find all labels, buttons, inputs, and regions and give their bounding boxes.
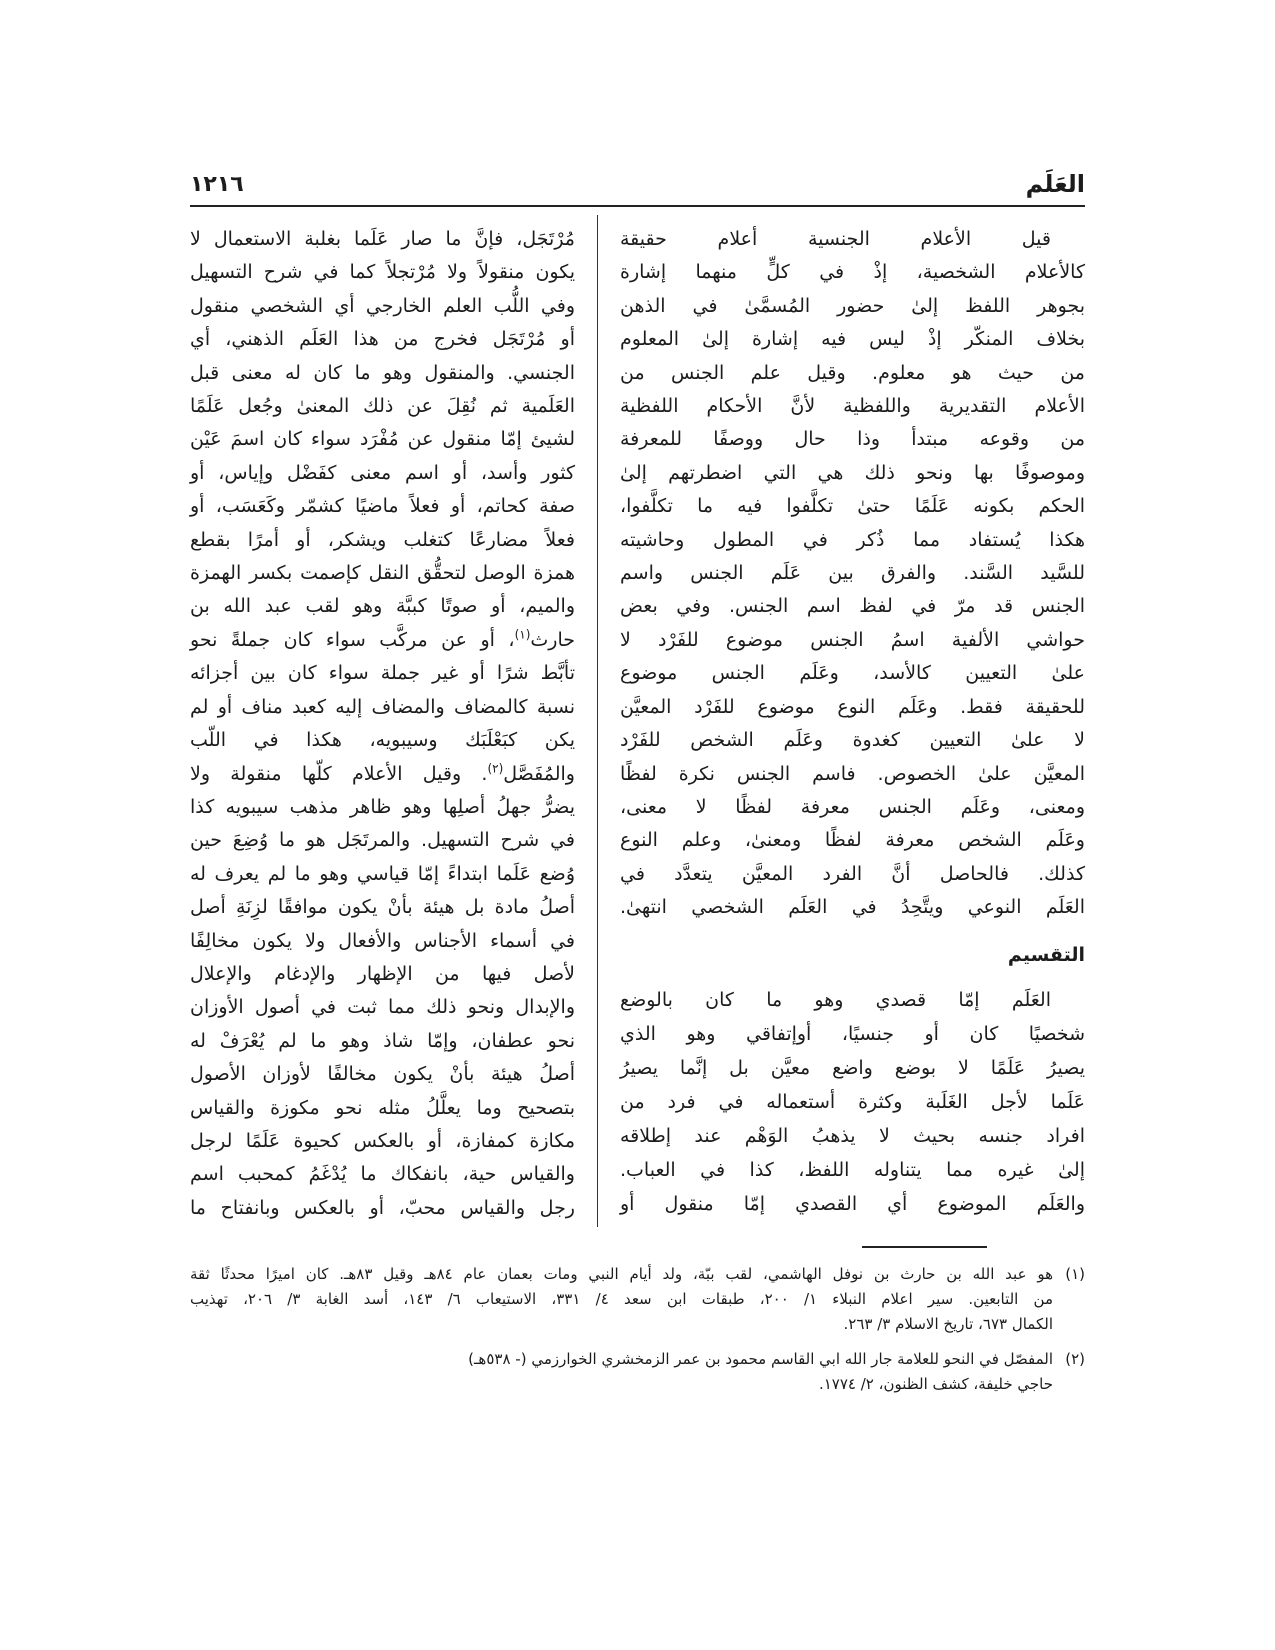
text-line: نحو عطفان، وإمّا شاذ وهو ما لم يُعْرَفْ له: [190, 1029, 575, 1052]
text-line: من حيث هو معلوم. وقيل علم الجنس من: [620, 361, 1085, 384]
text-line: قيل الأعلام الجنسية أعلام حقيقة: [620, 228, 1051, 250]
page-number: ١٢١٦: [190, 172, 244, 197]
footnotes: [190, 1262, 1085, 1397]
text-line: [190, 624, 575, 657]
text-line: في أسماء الأجناس والأفعال ولا يكون مخالِفًا: [190, 929, 575, 952]
text-line: والإبدال ونحو ذلك مما ثبت في أصول الأوزان: [190, 996, 575, 1019]
footnote-rule: [862, 1246, 987, 1248]
text-line: بخلاف المنكّر إذْ ليس فيه إشارة إلىٰ المعلوم: [620, 328, 1085, 351]
text-line: الحكم بكونه عَلَمًا حتىٰ تكلَّفوا فيه ما تكلَّفوا،: [620, 495, 1085, 518]
footnote-reference: (١): [514, 627, 531, 642]
text-line: كذلك. فالحاصل أنَّ الفرد المعيَّن يتعدَّد في: [620, 862, 1085, 885]
text-line: العَلَمية ثم نُقِلَ عن ذلك المعنىٰ وجُعل عَلَمًا: [190, 395, 575, 418]
footnote-line: الكمال ٦٧٣، تاريخ الاسلام ٣/ ٢٦٣.: [843, 1315, 1053, 1333]
text-line: يضرُّ جهلُ أصلِها وهو ظاهر مذهب سيبويه كذا: [190, 795, 575, 818]
text-line: يكن كبَعْلَبَك وسيبويه، هكذا في اللّب: [190, 729, 575, 752]
text-line: لا علىٰ التعيين كغدوة وعَلَم الشخص للفَرْد: [620, 729, 1085, 752]
text-line: عَلَما لأجل الغَلَبة وكثرة أستعماله في فرد من: [620, 1091, 1085, 1113]
text-line: كالأعلام الشخصية، إذْ في كلٍّ منهما إشارة: [620, 261, 1085, 284]
text-line: نسبة كالمضاف والمضاف إليه كعبد مناف أو لم: [190, 695, 575, 718]
line-text: حارث: [530, 628, 575, 651]
text-line: الجنس قد مرّ في لفظ اسم الجنس. وفي بعض: [620, 595, 1085, 618]
text-line: تأبَّط شرًا أو غير جملة سواء كان بين أجزائه: [190, 662, 575, 685]
left-column: [190, 223, 575, 1225]
text-line: بتصحيح وما يعلَّلُ مثله نحو مكوزة والقياس: [190, 1096, 575, 1119]
text-line: للحقيقة فقط. وعَلَم النوع موضوع للفَرْد المعيَّن: [620, 695, 1085, 718]
text-line: حواشي الألفية اسمُ الجنس موضوع للفَرْد لا: [620, 628, 1085, 651]
text-line: [190, 758, 575, 791]
footnote-number: (١): [1065, 1265, 1085, 1283]
text-line: والعَلَم الموضوع أي القصدي إمّا منقول أو: [620, 1193, 1085, 1215]
text-line: رجل والقياس محبّ، أو بالعكس وبانفتاح ما: [190, 1196, 575, 1219]
text-line: يصيرُ عَلَمًا لا بوضع واضع معيَّن بل إنَّما يصيرُ: [620, 1057, 1085, 1079]
footnote-reference: (٢): [487, 761, 504, 776]
running-head-title: العَلَم: [1025, 170, 1085, 198]
text-line: في شرح التسهيل. والمرتَجَل هو ما وُضِعَ حين: [190, 829, 575, 852]
header-rule: [190, 205, 1085, 207]
text-line: ومعنى، وعَلَم الجنس معرفة لفظًا لا معنى،: [620, 795, 1085, 818]
text-line: لأصل فيها من الإظهار والإدغام والإعلال: [190, 962, 575, 985]
text-line: بجوهر اللفظ إلىٰ حضور المُسمَّىٰ في الذهن: [620, 294, 1085, 317]
text-line: لشيئ إمّا منقول عن مُفْرَد سواء كان اسمَ عَيْن: [190, 428, 575, 451]
footnote-line: من التابعين. سير اعلام النبلاء ١/ ٢٠٠، طبقات ابن سعد ٤/ ٣٣١، الاستيعاب ٦/ ١٤٣، أسد الغابة ٣/ ٢٠٦، تهذيب: [190, 1290, 1054, 1308]
text-line: مُرْتَجَل، فإنَّ ما صار عَلَما بغلبة الاستعمال لا: [190, 228, 575, 250]
text-line: أو مُرْتَجَل فخرج من هذا العَلَم الذهني، أي: [190, 328, 575, 351]
text-line: افراد جنسه بحيث لا يذهبُ الوَهْم عند إطلاقه: [620, 1125, 1085, 1147]
text-line: فعلاً مضارعًا كتغلب ويشكر، أو أمرًا بقطع: [190, 528, 575, 551]
line-text: ، أو عن مركَّب سواء كان جملةً نحو: [190, 628, 515, 651]
text-line: الأعلام التقديرية واللفظية لأنَّ الأحكام اللفظية: [620, 395, 1085, 418]
text-line: والقياس حية، بانفكاك ما يُدْغَمُ كمحبب اسم: [190, 1163, 575, 1186]
text-line: هكذا يُستفاد مما ذُكر في المطول وحاشيته: [620, 528, 1085, 551]
text-line: علىٰ التعيين كالأسد، وعَلَم الجنس موضوع: [620, 662, 1085, 685]
footnote-number: (٢): [1065, 1350, 1085, 1368]
text-line: للسَّيد السَّند. والفرق بين عَلَم الجنس واسم: [620, 562, 1085, 585]
footnote-1: [190, 1262, 1085, 1337]
column-divider: [597, 215, 598, 1227]
line-text: والمُفَصَّل: [503, 762, 575, 785]
text-line: أصلُ مادة بل هيئة بأنْ يكون موافقًا لزِنَةِ أصل: [190, 896, 575, 919]
text-line: المعيَّن علىٰ الخصوص. فاسم الجنس نكرة لفظًا: [620, 762, 1085, 785]
line-text: . وقيل الأعلام كلّها منقولة ولا: [190, 762, 488, 785]
footnote-2: [190, 1347, 1085, 1397]
text-line: من وقوعه مبتدأ وذا حال ووصفًا للمعرفة: [620, 428, 1085, 451]
footnote-line: المفصّل في النحو للعلامة جار الله ابي القاسم محمود بن عمر الزمخشري الخوارزمي (- ٥٣٨هـ): [468, 1350, 1053, 1368]
text-line: كثور وأسد، أو اسم معنى كفَضْل وإياس، أو: [190, 461, 575, 484]
text-line: مكازة كمفازة، أو بالعكس كحيوة عَلَمًا لرجل: [190, 1129, 575, 1152]
footnote-line: هو عبد الله بن حارث بن نوفل الهاشمي، لقب ببّة، ولد أيام النبي ومات بعمان عام ٨٤هـ وقيل ٨٣هـ. كان اميرًا محدثًا ثقة: [190, 1265, 1053, 1283]
text-line: الجنسي. والمنقول وهو ما كان له معنى قبل: [190, 361, 575, 384]
text-line: يكون منقولاً ولا مُرْتجلاً كما في شرح التسهيل: [190, 261, 575, 284]
text-line: والميم، أو صوتًا كببَّة وهو لقب عبد الله بن: [190, 595, 575, 618]
right-column-paragraph-2: [620, 983, 1085, 1221]
right-column-paragraph-1: [620, 223, 1085, 925]
text-line: وعَلَم الشخص معرفة لفظًا ومعنىٰ، وعلم النوع: [620, 829, 1085, 852]
text-line: وموصوفًا بها ونحو ذلك هي التي اضطرتهم إلىٰ: [620, 461, 1085, 484]
text-line: العَلَم النوعي ويتَّحِدُ في العَلَم الشخصي انتهىٰ.: [620, 896, 1085, 919]
text-line: العَلَم إمّا قصدي وهو ما كان بالوضع: [620, 989, 1051, 1011]
text-line: همزة الوصل لتحقُّق النقل كإصمت بكسر الهمزة: [190, 562, 575, 585]
text-line: صفة كحاتم، أو فعلاً ماضيًا كشمّر وكَعَسَب، أو: [190, 495, 575, 518]
section-heading: التقسيم: [1007, 944, 1085, 966]
footnote-line: حاجي خليفة، كشف الظنون، ٢/ ١٧٧٤.: [818, 1375, 1053, 1393]
text-line: وُضع عَلَما ابتداءً إمّا قياسي وهو ما لم يعرف له: [190, 862, 575, 885]
text-line: وفي اللُّب العلم الخارجي أي الشخصي منقول: [190, 294, 575, 317]
text-line: إلىٰ غيره مما يتناوله اللفظ، كذا في العباب.: [620, 1159, 1085, 1181]
text-line: أصلُ هيئة بأنْ يكون مخالفًا لأوزان الأصول: [190, 1063, 575, 1086]
text-line: شخصيًا كان أو جنسيًا، أوإتفاقي وهو الذي: [620, 1023, 1085, 1045]
